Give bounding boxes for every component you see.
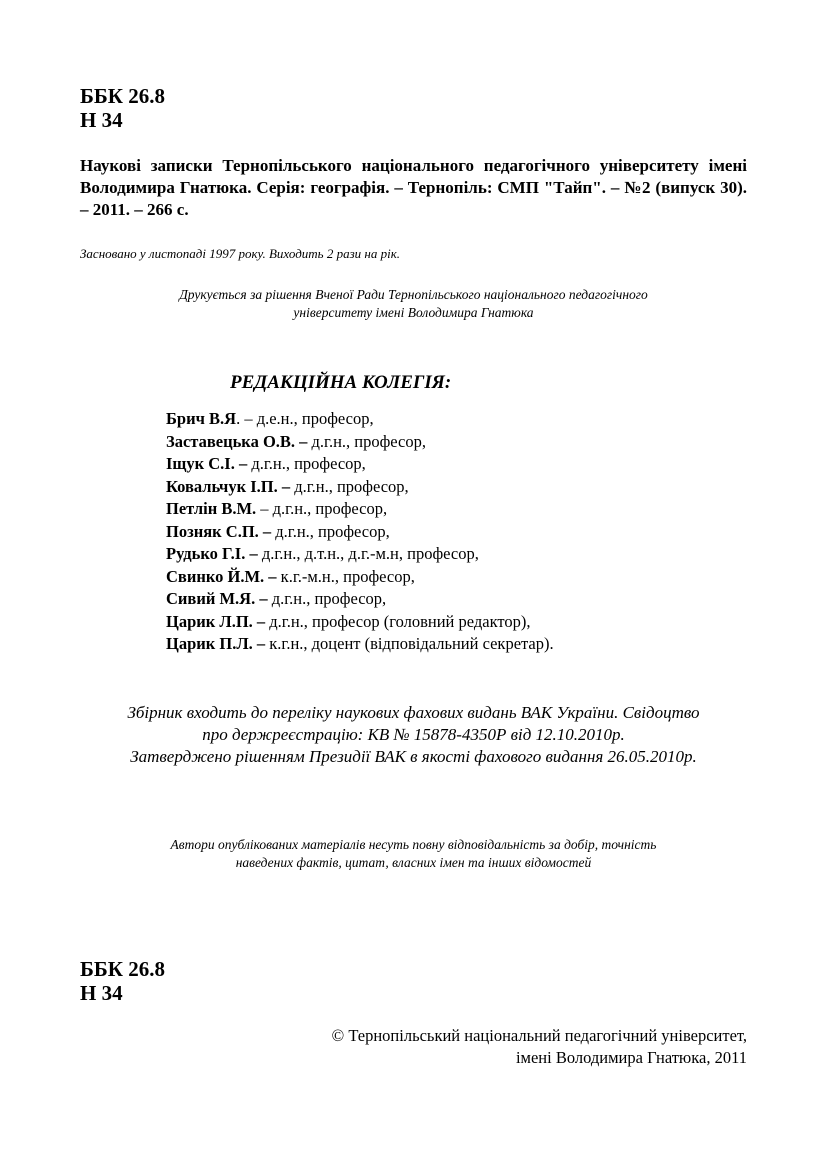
editorial-board-list	[166, 408, 554, 656]
board-member	[166, 453, 554, 476]
member-role: к.г.-м.н., професор,	[276, 566, 415, 586]
printed-by-line: Друкується за рішення Вченої Ради Тернопільського національного педагогічного	[179, 287, 648, 302]
member-role: д.г.н., професор,	[307, 431, 426, 451]
member-name: Петлін В.М.	[166, 499, 257, 518]
board-member	[166, 611, 554, 634]
board-member	[166, 633, 554, 656]
author-sign: Н 34	[80, 108, 123, 132]
bbk-index: ББК 26.8	[80, 84, 165, 108]
copyright-line: імені Володимира Гнатюка, 2011	[515, 1048, 747, 1067]
member-name: Заставецька О.В. –	[166, 431, 308, 451]
member-role: д.г.н., д.т.н., д.г.-м.н, професор,	[257, 544, 479, 563]
copyright-line: © Тернопільський національний педагогічний університет,	[331, 1026, 747, 1045]
authors-responsibility-note	[80, 836, 747, 872]
member-role: д.г.н., професор (головний редактор),	[265, 611, 531, 631]
vak-notice	[60, 702, 767, 768]
member-role: – д.г.н., професор,	[256, 499, 388, 518]
member-role: к.г.н., доцент (відповідальний секретар).	[265, 634, 554, 653]
board-member	[166, 431, 554, 454]
copyright-notice	[332, 1025, 747, 1069]
author-sign: Н 34	[80, 981, 123, 1005]
printed-by-note	[80, 286, 747, 322]
board-member	[166, 566, 554, 589]
member-name: Ковальчук І.П. –	[166, 476, 291, 496]
member-name: Царик Л.П. –	[166, 611, 266, 631]
board-member	[166, 588, 554, 611]
board-member	[166, 408, 554, 431]
board-member	[166, 498, 554, 521]
member-name: Брич В.Я	[166, 409, 237, 428]
authors-line: наведених фактів, цитат, власних імен та інших відомостей	[235, 855, 592, 870]
member-role: д.г.н., професор,	[271, 521, 390, 541]
bbk-header-bottom	[80, 957, 165, 1005]
authors-line: Автори опублікованих матеріалів несуть повну відповідальність за добір, точність	[170, 837, 657, 852]
member-role: д.г.н., професор,	[267, 589, 387, 608]
bbk-index: ББК 26.8	[80, 957, 165, 981]
board-member	[166, 521, 554, 544]
member-name: Царик П.Л. –	[166, 634, 266, 653]
member-role: д.г.н., професор,	[290, 476, 409, 496]
editorial-board-title: РЕДАКЦІЙНА КОЛЕГІЯ:	[230, 372, 452, 393]
bbk-header-top	[80, 84, 165, 132]
board-member	[166, 543, 554, 566]
printed-by-line: університету імені Володимира Гнатюка	[293, 305, 534, 320]
member-role: . – д.е.н., професор,	[236, 409, 374, 428]
member-name: Іщук С.І. –	[166, 454, 248, 473]
board-member	[166, 476, 554, 499]
member-name: Свинко Й.М. –	[166, 566, 277, 586]
founded-note: Засновано у листопаді 1997 року. Виходить 2 рази на рік.	[80, 246, 401, 261]
bibliographic-citation: Наукові записки Тернопільського національного педагогічного університету імені Володимира Гнатюка. Серія: географія. – Тернопіль: СМП "Тайп". – №2 (випуск 30). – 2011. – 266 с.	[80, 156, 747, 219]
vak-line: Затверджено рішенням Президії ВАК в якості фахового видання 26.05.2010р.	[130, 747, 697, 766]
member-name: Позняк С.П. –	[166, 521, 272, 541]
vak-line: Збірник входить до переліку наукових фахових видань ВАК України. Свідоцтво	[127, 703, 700, 722]
member-role: д.г.н., професор,	[247, 454, 366, 473]
member-name: Сивий М.Я. –	[166, 589, 268, 608]
member-name: Рудько Г.І. –	[166, 544, 258, 563]
vak-line: про держреєстрацію: КВ № 15878-4350Р від 12.10.2010р.	[202, 725, 625, 744]
